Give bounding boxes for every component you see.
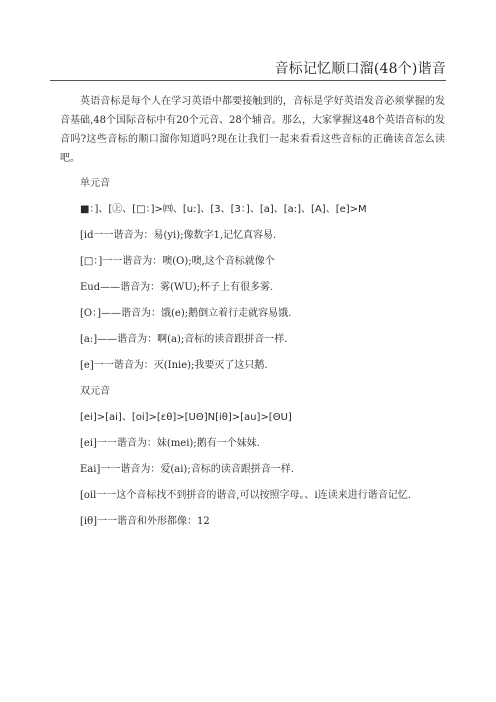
monophthong-item: [e]一一谐音为：灭(Inie);我要灭了这只鹅. — [80, 360, 268, 371]
monophthong-item: [id一一谐音为：易(yi);像数字1,记忆真容易. — [80, 230, 277, 241]
monophthong-item: [□：]一一谐音为：噢(O);噢,这个音标就像个 — [80, 256, 275, 267]
intro-paragraph: 英语音标是每个人在学习英语中都要接触到的，音标是学好英语发音必须掌握的发音基础,48个国际音标中有20个元音、28个辅音。那么，大家掌握这48个英语音标的发音吗?这些音标的顺口溜你知道吗?现在让我们一起来看看这些音标的正确读音怎么读吧。 — [60, 96, 445, 164]
diphthong-item: [oil一一这个音标找不到拼音的谐音,可以按照字母。、i连读来进行谐音记忆. — [80, 490, 411, 501]
monophthong-symbol-list: ■：]、[㊤、[□：]>㈣、[u:]、[3、[3：]、[a]、[a:]、[A]、[e]>M — [80, 204, 367, 215]
diphthong-item: [ei]一一谐音为：妹(mei);鹅有一个妹妹. — [80, 438, 260, 449]
monophthong-item: [O：]——谐音为：饿(e);鹅倒立着行走就容易饿. — [80, 308, 292, 319]
section-heading-diphthongs: 双元音 — [80, 386, 110, 397]
monophthong-item: [a:]——谐音为：啊(a);音标的读音跟拼音一样. — [80, 334, 288, 345]
diphthong-symbol-list: [ei]>[ai]、[oi]>[ɛθ]>[UΘ]N[iθ]>[au]>[ΘU] — [80, 412, 292, 423]
diphthong-item: [iθ]一一谐音和外形都像：12 — [80, 516, 210, 527]
document-body — [60, 92, 445, 538]
document-title: 音标记忆顺口溜(48个)谐音 — [274, 61, 446, 77]
diphthong-item: Eai]一一谐音为：爱(ai);音标的读音跟拼音一样. — [80, 464, 294, 475]
title-divider — [50, 80, 446, 81]
section-heading-monophthongs: 单元音 — [80, 178, 110, 189]
monophthong-item: Eud——谐音为：雾(WU);杯子上有很多雾. — [80, 282, 274, 293]
